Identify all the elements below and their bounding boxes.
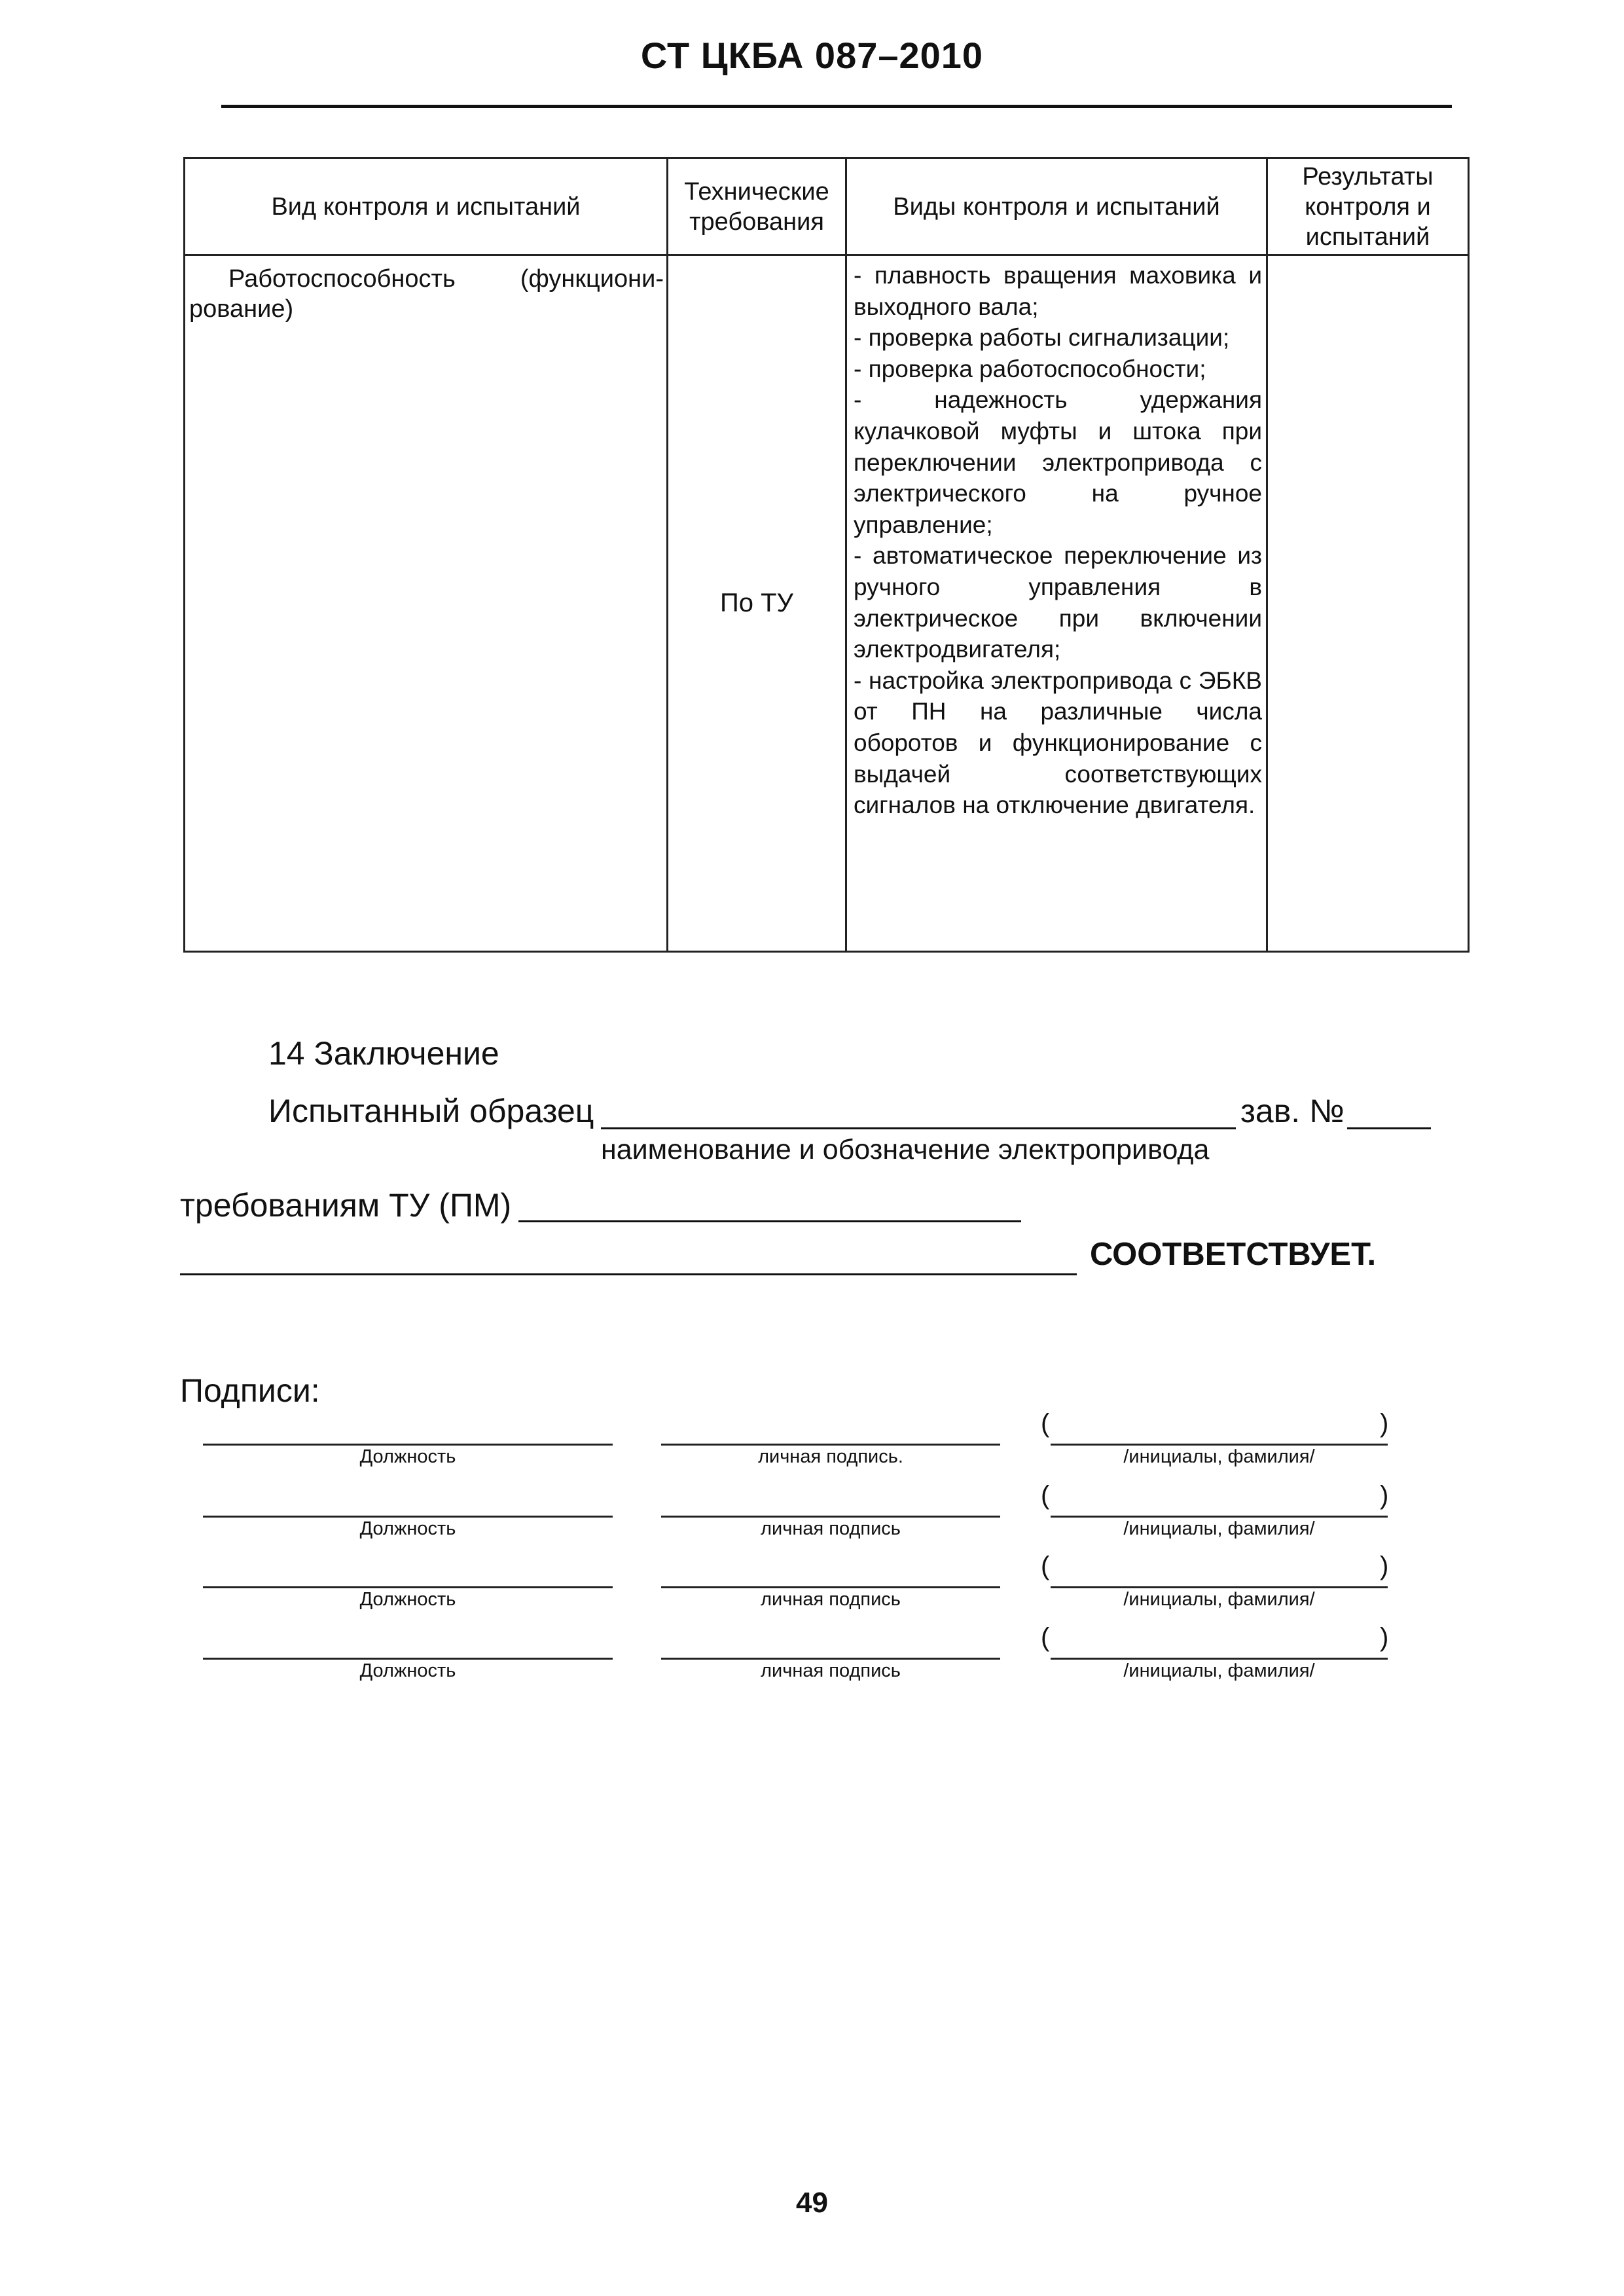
open-paren: (	[1041, 1552, 1050, 1580]
name-caption: /инициалы, фамилия/	[1123, 1518, 1315, 1539]
header-control-kinds: Виды контроля и испытаний	[846, 158, 1267, 255]
document-title: СТ ЦКБА 087–2010	[640, 35, 984, 76]
position-line[interactable]	[203, 1516, 613, 1518]
cell-control-type	[185, 255, 668, 952]
position-line[interactable]	[203, 1658, 613, 1660]
position-caption: Должность	[359, 1589, 456, 1610]
signature-caption: личная подпись	[761, 1518, 901, 1539]
signature-line[interactable]	[661, 1586, 1000, 1588]
position-line[interactable]	[203, 1586, 613, 1588]
position-caption: Должность	[359, 1446, 456, 1467]
conclusion-heading: 14 Заключение	[268, 1035, 499, 1072]
test-table	[183, 157, 1470, 953]
name-line[interactable]	[1051, 1516, 1388, 1518]
close-paren: )	[1380, 1409, 1389, 1438]
check-item: - проверка работоспособности;	[854, 355, 1206, 382]
signature-line[interactable]	[661, 1516, 1000, 1518]
name-line[interactable]	[1051, 1444, 1388, 1446]
serial-number-blank[interactable]	[1347, 1127, 1431, 1129]
serial-label: зав. №	[1240, 1093, 1344, 1129]
signature-line[interactable]	[661, 1658, 1000, 1660]
cell-requirements: По ТУ	[668, 255, 846, 952]
name-line[interactable]	[1051, 1586, 1388, 1588]
header-control-type: Вид контроля и испытаний	[185, 158, 668, 255]
open-paren: (	[1041, 1481, 1050, 1510]
open-paren: (	[1041, 1623, 1050, 1652]
header-tech-requirements: Технические требования	[668, 158, 846, 255]
check-item: - автоматическое переключение из ручного управления в электрическое при включении электродвигателя;	[854, 542, 1262, 663]
check-item: - настройка электропривода с ЭБКВ от ПН на различные числа оборотов и функционирование с выдачей соответствующих сигналов на отключение двигателя.	[854, 666, 1262, 819]
signature-caption: личная подпись	[761, 1660, 901, 1681]
sample-label: Испытанный образец	[268, 1093, 594, 1129]
position-caption: Должность	[359, 1518, 456, 1539]
close-paren: )	[1380, 1481, 1389, 1510]
position-line[interactable]	[203, 1444, 613, 1446]
table-header-row	[185, 158, 1469, 255]
page-number: 49	[796, 2187, 828, 2219]
open-paren: (	[1041, 1409, 1050, 1438]
check-item: - проверка работы сигнализации;	[854, 324, 1230, 352]
name-line[interactable]	[1051, 1658, 1388, 1660]
signature-caption: личная подпись.	[758, 1446, 903, 1467]
control-type-text-1: Работоспособность	[228, 265, 456, 293]
check-item: - плавность вращения маховика и выходного вала;	[854, 262, 1262, 320]
close-paren: )	[1380, 1552, 1389, 1580]
requirements-blank[interactable]	[518, 1220, 1021, 1222]
signatures-heading: Подписи:	[180, 1372, 320, 1409]
cell-results	[1267, 255, 1469, 952]
table-row	[185, 255, 1469, 952]
verdict-blank[interactable]	[180, 1273, 1077, 1275]
signature-caption: личная подпись	[761, 1589, 901, 1610]
name-caption: /инициалы, фамилия/	[1123, 1660, 1315, 1681]
requirements-label: требованиям ТУ (ПМ)	[180, 1187, 512, 1224]
signature-line[interactable]	[661, 1444, 1000, 1446]
sample-caption: наименование и обозначение электропривода	[601, 1134, 1210, 1165]
header-rule	[221, 105, 1452, 108]
sample-name-blank[interactable]	[601, 1127, 1236, 1129]
header-results: Результаты контроля и испытаний	[1267, 158, 1469, 255]
position-caption: Должность	[359, 1660, 456, 1681]
name-caption: /инициалы, фамилия/	[1123, 1446, 1315, 1467]
control-type-text-2: (функциони-	[520, 265, 664, 293]
close-paren: )	[1380, 1623, 1389, 1652]
control-type-text-3: рование)	[189, 295, 294, 323]
check-item: - надежность удержания кулачковой муфты и штока при переключении электропривода с электрического на ручное управление;	[854, 386, 1262, 538]
verdict-text: СООТВЕТСТВУЕТ.	[1090, 1237, 1377, 1272]
cell-checks-list	[846, 255, 1267, 952]
name-caption: /инициалы, фамилия/	[1123, 1589, 1315, 1610]
